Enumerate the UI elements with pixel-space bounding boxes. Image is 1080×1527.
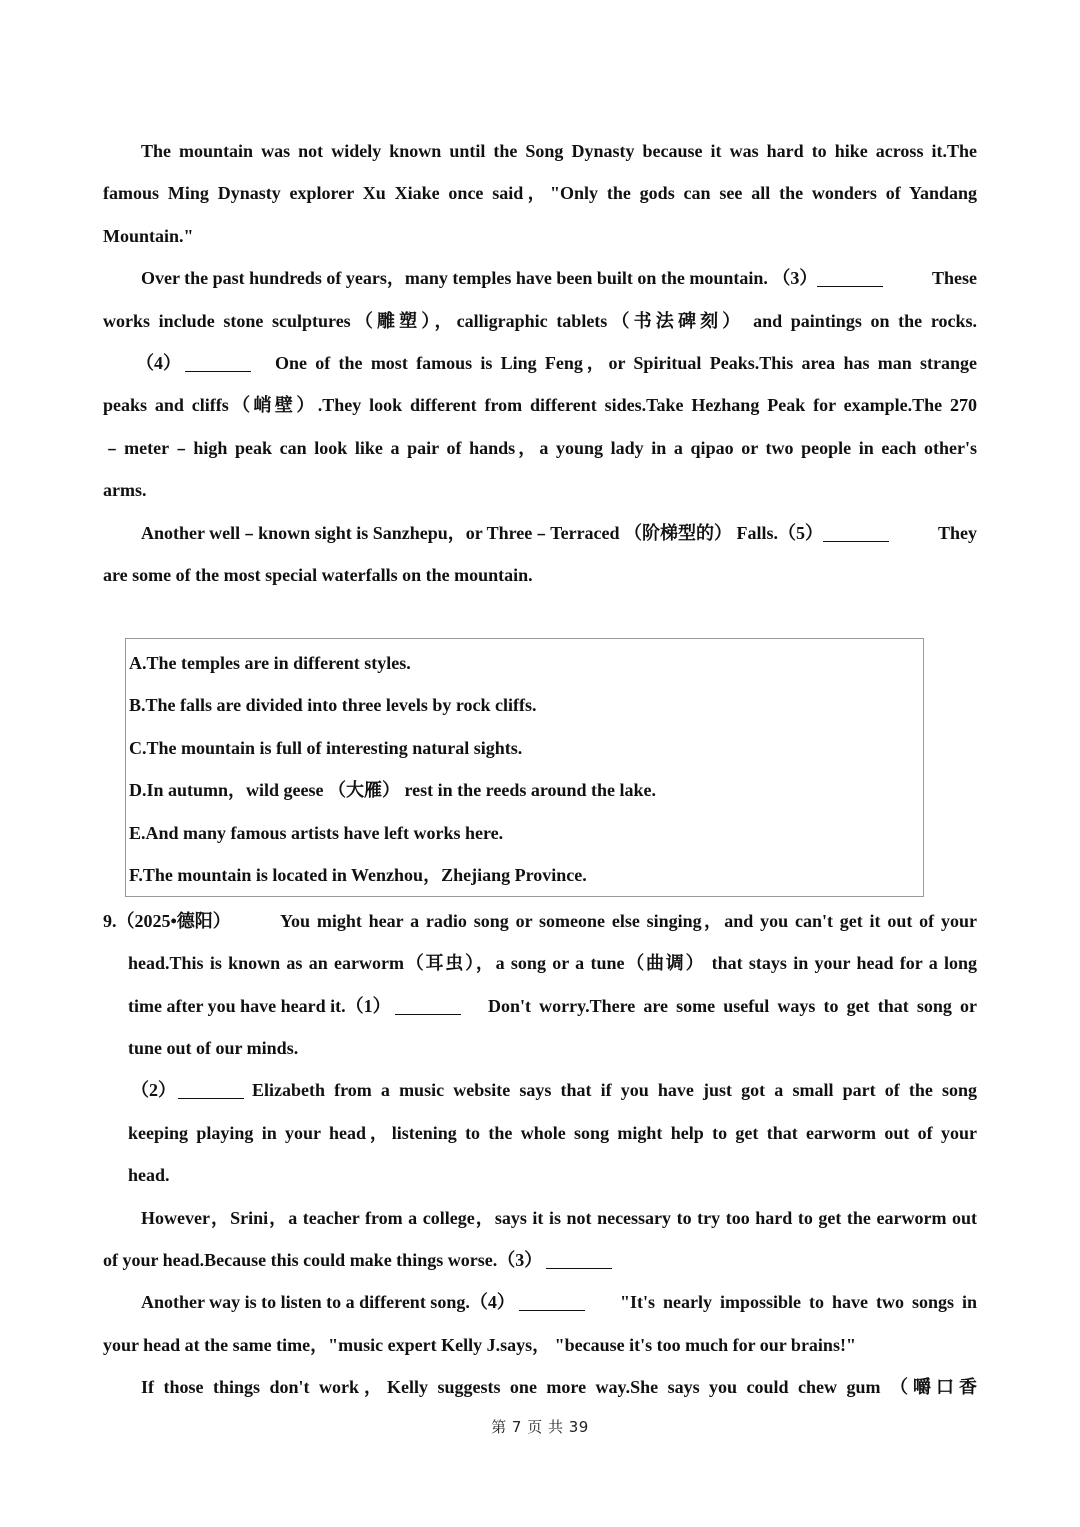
option-e: E.And many famous artists have left works here. — [129, 823, 504, 843]
option-b: B.The falls are divided into three levels by rock cliffs. — [129, 695, 537, 715]
paragraph-line: The mountain was not widely known until the Song Dynasty because it was hard to hike across it.The — [141, 141, 977, 161]
paragraph-line: famous Ming Dynasty explorer Xu Xiake once said，"Only the gods can see all the wonders of Yandang — [103, 183, 977, 203]
paragraph-text: of your head.Because this could make things worse.（3） — [103, 1250, 543, 1270]
answer-blank[interactable] — [823, 523, 889, 542]
answer-blank[interactable] — [178, 1080, 244, 1099]
paragraph-line: Mountain." — [103, 226, 194, 246]
paragraph-line: "It's nearly impossible to have two songs in — [620, 1292, 977, 1312]
paragraph-line: You might hear a radio song or someone else singing，and you can't get it out of your — [280, 911, 977, 931]
answer-blank[interactable] — [395, 996, 461, 1015]
options-box — [125, 638, 924, 897]
paragraph-line — [141, 1290, 585, 1314]
paragraph-text: Another well﹣known sight is Sanzhepu，or Three﹣Terraced （阶梯型的） Falls.（5） — [141, 523, 824, 543]
option-d: D.In autumn，wild geese （大雁） rest in the reeds around the lake. — [129, 780, 657, 800]
paragraph-text: （4） — [136, 353, 181, 373]
paragraph-line: One of the most famous is Ling Feng，or Spiritual Peaks.This area has man strange — [275, 353, 977, 373]
paragraph-line: ﹣meter﹣high peak can look like a pair of hands，a young lady in a qipao or two people in each other's — [103, 438, 977, 458]
answer-blank[interactable] — [519, 1292, 585, 1311]
paragraph-line — [141, 521, 889, 545]
paragraph-line: However，Srini，a teacher from a college，says it is not necessary to try too hard to get the earworm out — [141, 1208, 977, 1228]
paragraph-line: works include stone sculptures（雕塑），calligraphic tablets（书法碑刻） and paintings on the rocks. — [103, 311, 977, 331]
paragraph-line: arms. — [103, 480, 147, 500]
paragraph-line: keeping playing in your head，listening to the whole song might help to get that earworm out of your — [128, 1123, 977, 1143]
paragraph-line: head. — [128, 1165, 170, 1185]
paragraph-line — [131, 1078, 244, 1102]
paragraph-line: They — [937, 523, 977, 543]
option-a: A.The temples are in different styles. — [129, 653, 411, 673]
paragraph-line: your head at the same time，"music expert Kelly J.says， "because it's too much for our brains!" — [103, 1335, 856, 1355]
paragraph-text: （2） — [131, 1080, 176, 1100]
paragraph-line: tune out of our minds. — [128, 1038, 299, 1058]
option-c: C.The mountain is full of interesting natural sights. — [129, 738, 523, 758]
answer-blank[interactable] — [546, 1250, 612, 1269]
paragraph-line — [128, 994, 461, 1018]
paragraph-text: Over the past hundreds of years，many temples have been built on the mountain. （3） — [141, 268, 818, 288]
answer-blank[interactable] — [817, 268, 883, 287]
paragraph-line: Don't worry.There are some useful ways to get that song or — [488, 996, 977, 1016]
paragraph-line: Elizabeth from a music website says that if you have just got a small part of the song — [252, 1080, 977, 1100]
paragraph-line: These — [932, 268, 977, 288]
answer-blank[interactable] — [185, 353, 251, 372]
paragraph-line — [136, 351, 251, 375]
paragraph-line — [103, 1248, 612, 1272]
paragraph-line — [141, 266, 883, 290]
paragraph-line: head.This is known as an earworm（耳虫），a song or a tune（曲调） that stays in your head for a long — [128, 953, 977, 973]
question-number: 9.（2025•德阳） — [103, 911, 231, 931]
paragraph-line: If those things don't work，Kelly suggests one more way.She says you could chew gum （嚼口香 — [141, 1377, 977, 1397]
page-footer: 第 7 页 共 39 — [491, 1418, 589, 1436]
paragraph-text: Another way is to listen to a different song.（4） — [141, 1292, 515, 1312]
paragraph-line: peaks and cliffs（峭壁）.They look different from different sides.Take Hezhang Peak for example.The 270 — [103, 395, 977, 415]
paragraph-line: are some of the most special waterfalls on the mountain. — [103, 565, 533, 585]
paragraph-text: time after you have heard it.（1） — [128, 996, 391, 1016]
option-f: F.The mountain is located in Wenzhou，Zhejiang Province. — [129, 865, 587, 885]
